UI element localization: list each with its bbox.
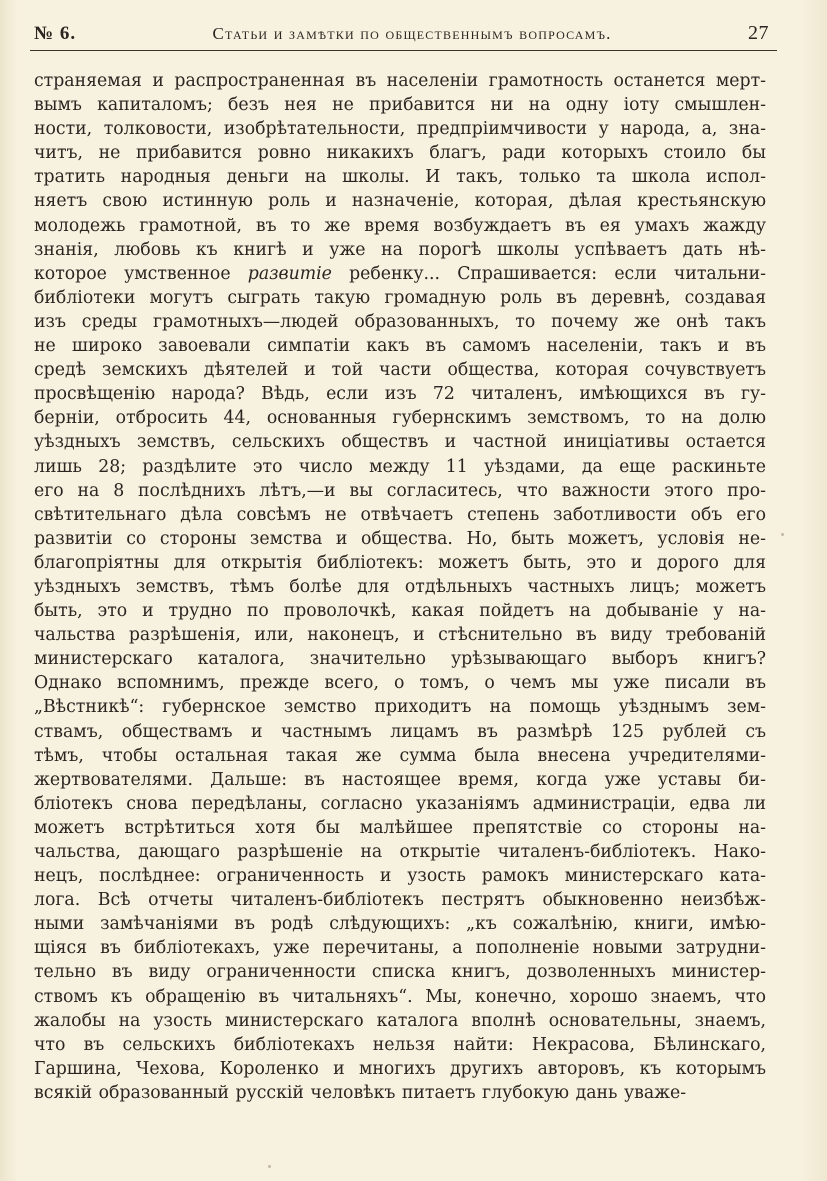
text-line: ности, толковости, изобрѣтательности, предпріимчивости у народа, а, зна-	[34, 119, 766, 140]
body-text	[34, 69, 766, 1105]
text-line: быть, это и трудно по проволочкѣ, какая пойдетъ на добываніе у на-	[34, 601, 766, 622]
text-line: лога. Всѣ отчеты читаленъ-библіотекъ пестрятъ обыкновенно неизбѣж-	[34, 890, 766, 911]
text-line-italic: которое умственное развитіе ребенку... Спрашивается: если читальни-	[34, 263, 766, 284]
text-line: нецъ, послѣднее: ограниченность и узость рамокъ министерскаго ката-	[34, 866, 766, 887]
text-line: что въ сельскихъ библіотекахъ нельзя найти: Некрасова, Бѣлинскаго,	[34, 1034, 766, 1055]
text-line: уѣздныхъ земствъ, сельскихъ обществъ и частной иниціативы остается	[34, 432, 766, 453]
text-line: тельно въ виду ограниченности списка книгъ, дозволенныхъ министер-	[34, 962, 766, 983]
text-line: тѣмъ, чтобы остальная такая же сумма была внесена учредителями-	[34, 745, 766, 766]
text-line: жертвователями. Дальше: въ настоящее время, когда уже уставы би-	[34, 769, 766, 790]
text-line: свѣтительнаго дѣла совсѣмъ не отвѣчаетъ степень заботливости объ его	[34, 504, 766, 525]
text-line: благопріятны для открытія библіотекъ: можетъ быть, это и дорого для	[34, 552, 766, 573]
italic-emphasis: развитіе	[247, 263, 332, 284]
running-header	[34, 22, 769, 48]
text-line: Гаршина, Чехова, Короленко и многихъ другихъ авторовъ, къ которымъ	[34, 1058, 766, 1079]
text-line: няетъ свою истинную роль и назначеніе, которая, дѣлая крестьянскую	[34, 191, 766, 212]
text-line: можетъ встрѣтиться хотя бы малѣйшее препятствіе со стороны на-	[34, 817, 766, 838]
text-line: щіяся въ библіотекахъ, уже перечитаны, а пополненіе новыми затрудни-	[34, 938, 766, 959]
paper-speck	[781, 533, 784, 536]
running-title: Статьи и замѣтки по общественнымъ вопросамъ.	[212, 24, 612, 43]
text-line: страняемая и распространенная въ населеніи грамотность останется мерт-	[34, 71, 766, 91]
text-line: развитіи со стороны земства и общества. Но, быть можетъ, условія не-	[34, 528, 766, 549]
text-line: министерскаго каталога, значительно урѣзывающаго выборъ книгъ?	[34, 649, 766, 670]
text-line: изъ среды грамотныхъ—людей образованныхъ, то почему же онѣ такъ	[34, 311, 766, 332]
header-rule	[30, 50, 777, 51]
text-line: чальства разрѣшенія, или, наконецъ, и стѣснительно въ виду требованій	[34, 625, 766, 646]
text-line: тратить народныя деньги на школы. И такъ, только та школа испол-	[34, 167, 766, 188]
text-line: молодежь грамотной, въ то же время возбуждаетъ въ ея умахъ жажду	[34, 215, 766, 236]
text-line: вымъ капиталомъ; безъ нея не прибавится ни на одну іоту смышлен-	[34, 95, 766, 116]
text-line: не широко завоевали симпатіи какъ въ самомъ населеніи, такъ и въ	[34, 336, 766, 357]
text-line: жалобы на узость министерскаго каталога вполнѣ основательны, знаемъ,	[34, 1010, 766, 1031]
page-number: 27	[748, 22, 769, 44]
text-line: берніи, отбросить 44, основанныя губернскимъ земствомъ, то на долю	[34, 408, 766, 429]
text-line: всякій образованный русскій человѣкъ питаетъ глубокую дань уваже-	[34, 1082, 687, 1103]
text-line: бліотекъ снова передѣланы, согласно указаніямъ администраціи, едва ли	[34, 793, 766, 814]
text-line: ными замѣчаніями въ родѣ слѣдующихъ: „къ сожалѣнію, книги, имѣю-	[34, 914, 766, 935]
text-line: читъ, не прибавится ровно никакихъ благъ, ради которыхъ стоило бы	[34, 143, 766, 164]
text-line: „Вѣстникѣ“: губернское земство приходитъ на помощь уѣзднымъ зем-	[34, 697, 766, 718]
text-line: знанія, любовь къ книгѣ и уже на порогѣ школы успѣваетъ дать нѣ-	[34, 239, 766, 260]
text-line: библіотеки могутъ сыграть такую громадную роль въ деревнѣ, создавая	[34, 287, 766, 308]
text-line: средѣ земскихъ дѣятелей и той части общества, которая сочувствуетъ	[34, 360, 766, 381]
text-line: Однако вспомнимъ, прежде всего, о томъ, о чемъ мы уже писали въ	[34, 673, 766, 694]
issue-number: № 6.	[34, 23, 77, 44]
text-line: чальства, дающаго разрѣшеніе на открытіе читаленъ-библіотекъ. Нако-	[34, 842, 766, 862]
text-line: ствамъ, обществамъ и частнымъ лицамъ въ размѣрѣ 125 рублей съ	[34, 721, 766, 742]
text-line: его на 8 послѣднихъ лѣтъ,—и вы согласитесь, что важности этого про-	[34, 480, 766, 501]
text-line: лишь 28; раздѣлите это число между 11 уѣздами, да еще раскиньте	[34, 456, 766, 477]
text-line: уѣздныхъ земствъ, тѣмъ болѣе для отдѣльныхъ частныхъ лицъ; можетъ	[34, 576, 766, 597]
paper-speck	[268, 1165, 271, 1168]
text-line: ствомъ къ обращенію въ читальняхъ“. Мы, конечно, хорошо знаемъ, что	[34, 986, 766, 1007]
text-line: просвѣщенію народа? Вѣдь, если изъ 72 читаленъ, имѣющихся въ гу-	[34, 384, 766, 405]
